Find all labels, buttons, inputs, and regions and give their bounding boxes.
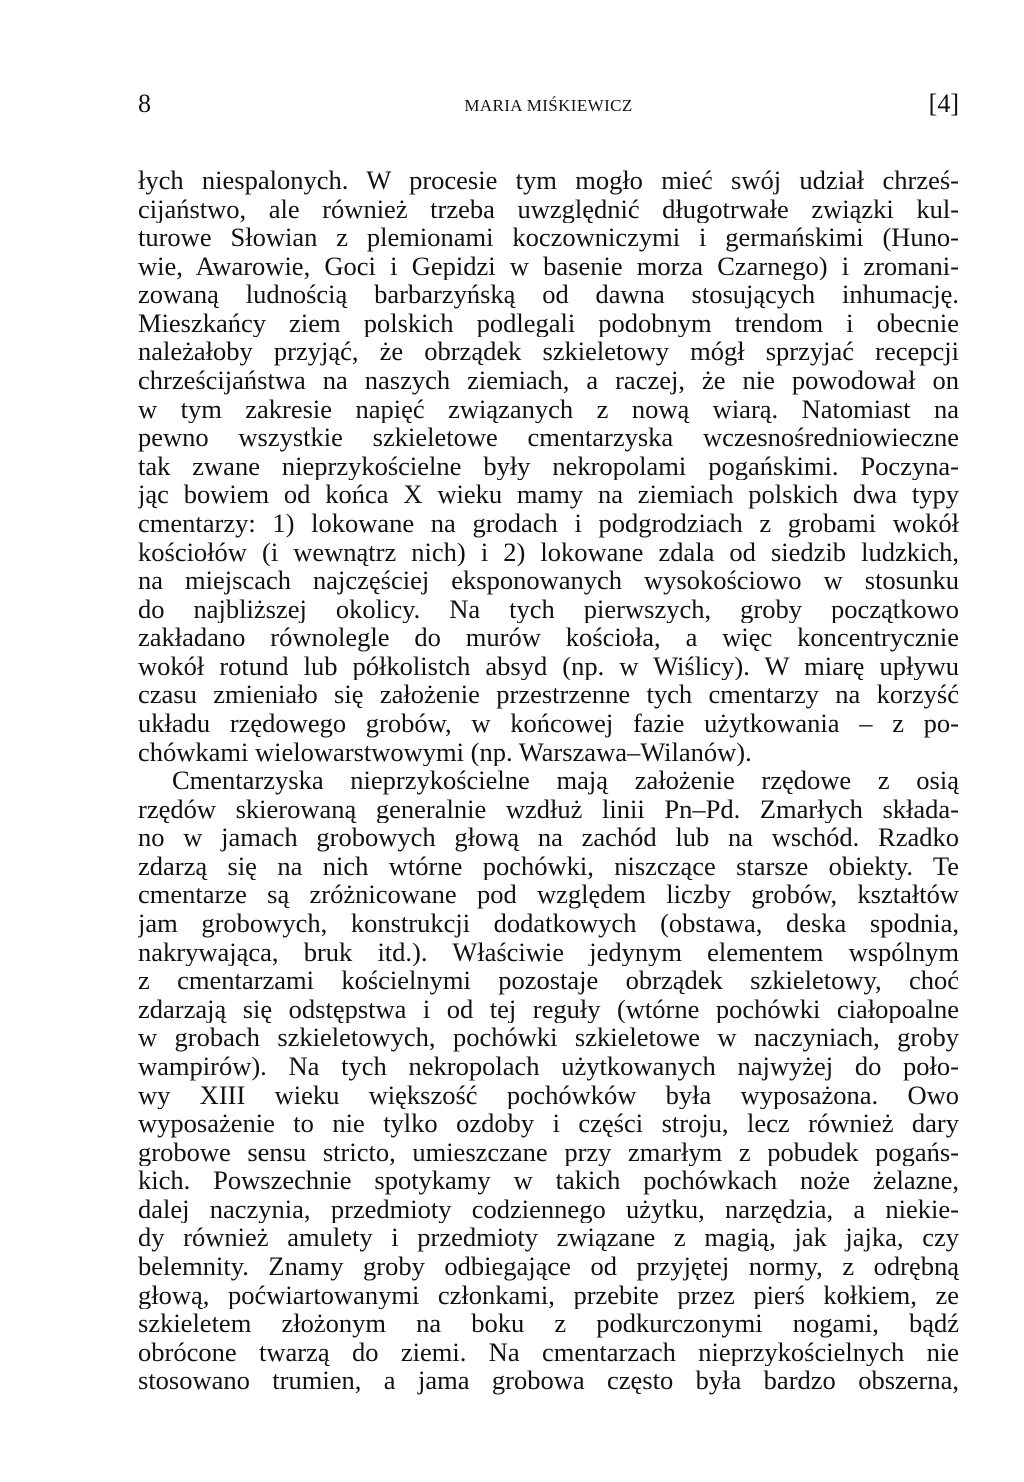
text-line: obrócone twarzą do ziemi. Na cmentarzach nieprzykościelnych nie xyxy=(138,1337,959,1367)
text-line: no w jamach grobowych głową na zachód lub na wschód. Rzadko xyxy=(138,823,959,852)
text-line: z cmentarzami kościelnymi pozostaje obrządek szkieletowy, choć xyxy=(138,966,959,995)
text-line: zdarzają się odstępstwa i od tej reguły (wtórne pochówki ciałopoalne xyxy=(138,994,959,1024)
text-line: wampirów). Na tych nekropolach użytkowanych najwyżej do poło- xyxy=(138,1051,959,1081)
text-line: należałoby przyjąć, że obrządek szkieletowy mógł sprzyjać recepcji xyxy=(138,337,959,367)
text-line: rzędów skierowaną generalnie wzdłuż linii Pn–Pd. Zmarłych składa- xyxy=(138,794,959,824)
text-line: w grobach szkieletowych, pochówki szkieletowe w naczyniach, groby xyxy=(138,1023,959,1052)
running-title: MARIA MIŚKIEWICZ xyxy=(464,96,633,115)
text-line: szkieletem złożonym na boku z podkurczonymi nogami, bądź xyxy=(138,1309,959,1338)
paragraph-1 xyxy=(138,166,959,766)
text-line: nakrywająca, bruk itd.). Właściwie jedynym elementem wspólnym xyxy=(138,937,959,967)
text-line: dalej naczynia, przedmioty codziennego użytku, narzędzia, a niekie- xyxy=(138,1194,959,1224)
text-line: dy również amulety i przedmioty związane z magią, jak jajka, czy xyxy=(138,1223,959,1252)
text-line: wy XIII wieku większość pochówków była wyposażona. Owo xyxy=(138,1080,959,1110)
text-line: w tym zakresie napięć związanych z nową wiarą. Natomiast na xyxy=(138,394,959,424)
text-line: kich. Powszechnie spotykamy w takich pochówkach noże żelazne, xyxy=(138,1166,959,1195)
text-line: jam grobowych, konstrukcji dodatkowych (obstawa, deska spodnia, xyxy=(138,909,959,938)
page-number: 8 xyxy=(138,89,151,118)
text-line: turowe Słowian z plemionami koczowniczymi i germańskimi (Huno- xyxy=(138,223,959,252)
text-line: cmentarze są zróżnicowane pod względem liczby grobów, kształtów xyxy=(138,880,959,910)
text-line: pewno wszystkie szkieletowe cmentarzyska wczesnośredniowieczne xyxy=(138,423,959,452)
text-line: łych niespalonych. W procesie tym mogło mieć swój udział chrześ- xyxy=(138,166,959,195)
section-number: [4] xyxy=(928,89,959,118)
text-line: zdarzą się na nich wtórne pochówki, niszczące starsze obiekty. Te xyxy=(138,851,959,881)
paragraph-2 xyxy=(138,766,959,1395)
text-line: cijaństwo, ale również trzeba uwzględnić długotrwałe związki kul- xyxy=(138,194,959,224)
running-header xyxy=(138,88,959,122)
text-line: zakładano równolegle do murów kościoła, a więc koncentrycznie xyxy=(138,623,959,652)
text-line: wie, Awarowie, Goci i Gepidzi w basenie morza Czarnego) i zromani- xyxy=(138,251,959,281)
text-line: układu rzędowego grobów, w końcowej fazie użytkowania – z po- xyxy=(138,708,959,738)
text-line: jąc bowiem od końca X wieku mamy na ziemiach polskich dwa typy xyxy=(138,480,959,509)
text-line: kościołów (i wewnątrz nich) i 2) lokowane zdala od siedzib ludzkich, xyxy=(138,537,959,567)
text-line: wokół rotund lub półkolistch absyd (np. w Wiślicy). W miarę upływu xyxy=(138,651,959,681)
text-line: stosowano trumien, a jama grobowa często była bardzo obszerna, xyxy=(138,1366,959,1395)
text-line: głową, poćwiartowanymi członkami, przebite przez pierś kołkiem, ze xyxy=(138,1280,959,1310)
text-line: Mieszkańcy ziem polskich podlegali podobnym trendom i obecnie xyxy=(138,308,959,338)
text-line: cmentarzy: 1) lokowane na grodach i podgrodziach z grobami wokół xyxy=(138,508,959,538)
text-line: belemnity. Znamy groby odbiegające od przyjętej normy, z odrębną xyxy=(138,1251,959,1281)
text-line: tak zwane nieprzykościelne były nekropolami pogańskimi. Poczyna- xyxy=(138,451,959,481)
text-line: chrześcijaństwa na naszych ziemiach, a raczej, że nie powodował on xyxy=(138,366,959,395)
text-line: zowaną ludnością barbarzyńską od dawna stosujących inhumację. xyxy=(138,280,959,309)
text-line: Cmentarzyska nieprzykościelne mają założenie rzędowe z osią xyxy=(172,766,959,795)
text-line: do najbliższej okolicy. Na tych pierwszych, groby początkowo xyxy=(138,594,959,624)
text-line: na miejscach najczęściej eksponowanych wysokościowo w stosunku xyxy=(138,566,959,595)
body-text xyxy=(138,166,959,1395)
text-line: czasu zmieniało się założenie przestrzenne tych cmentarzy na korzyść xyxy=(138,680,959,709)
text-line: grobowe sensu stricto, umieszczane przy zmarłym z pobudek pogańs- xyxy=(138,1137,959,1167)
text-line: wyposażenie to nie tylko ozdoby i części stroju, lecz również dary xyxy=(138,1109,959,1138)
text-line: chówkami wielowarstwowymi (np. Warszawa–Wilanów). xyxy=(138,737,752,767)
